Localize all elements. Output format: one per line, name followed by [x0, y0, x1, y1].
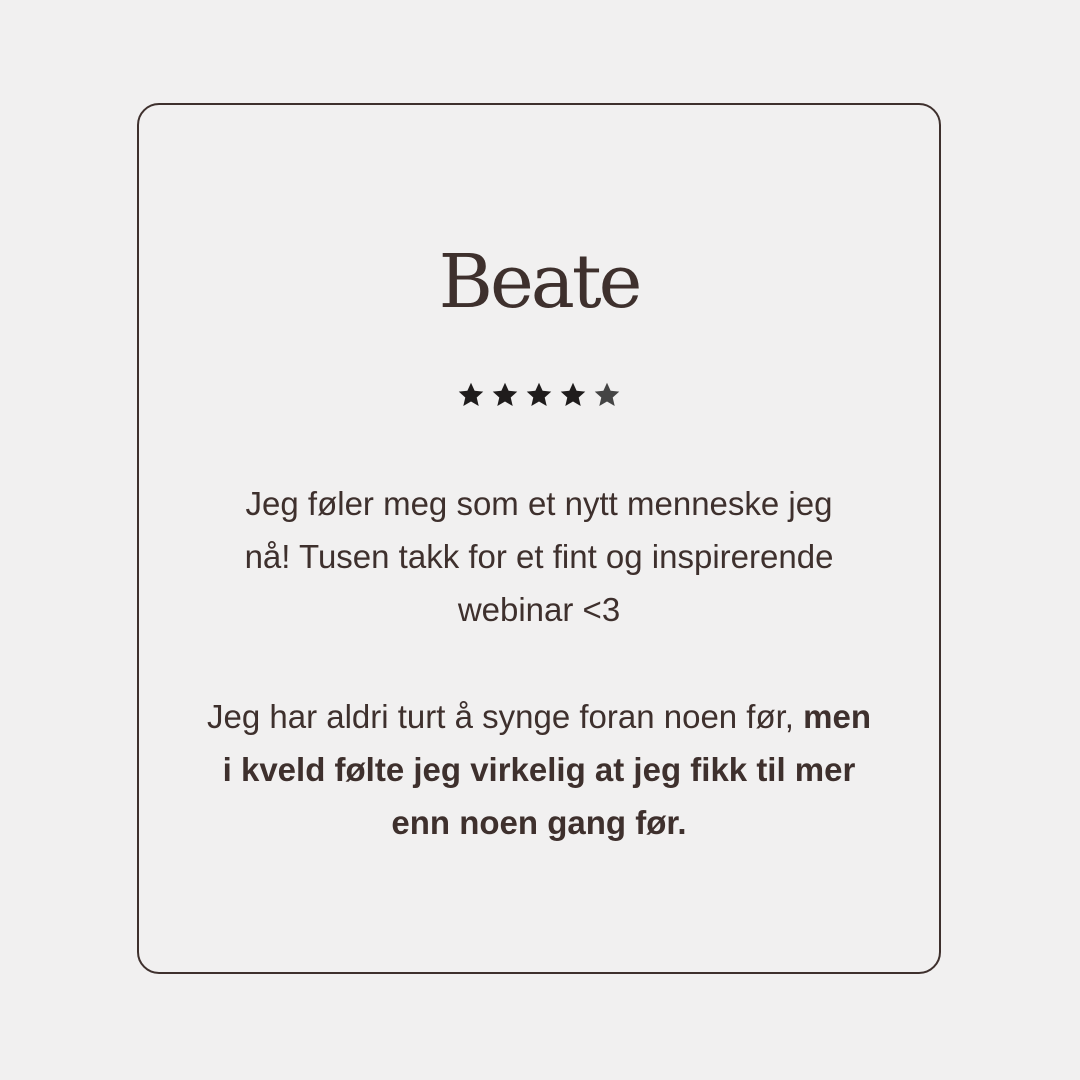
star-rating — [139, 381, 939, 409]
reviewer-name: Beate — [438, 239, 640, 325]
star-icon — [593, 381, 621, 409]
star-icon — [525, 381, 553, 409]
testimonial-text-2-regular: Jeg har aldri turt å synge foran noen før, — [206, 698, 804, 735]
testimonial-text-2 — [179, 690, 899, 849]
testimonial-text-1: Jeg føler meg som et nytt menneske jeg nå! Tusen takk for et fint og inspirerende webinar <3 — [244, 485, 834, 628]
testimonial-card — [137, 103, 941, 974]
star-icon — [457, 381, 485, 409]
star-icon — [559, 381, 587, 409]
testimonial-text-2-bold: men i kveld følte jeg virkelig at jeg fikk til mer enn noen gang før. — [222, 698, 872, 841]
star-icon — [491, 381, 519, 409]
